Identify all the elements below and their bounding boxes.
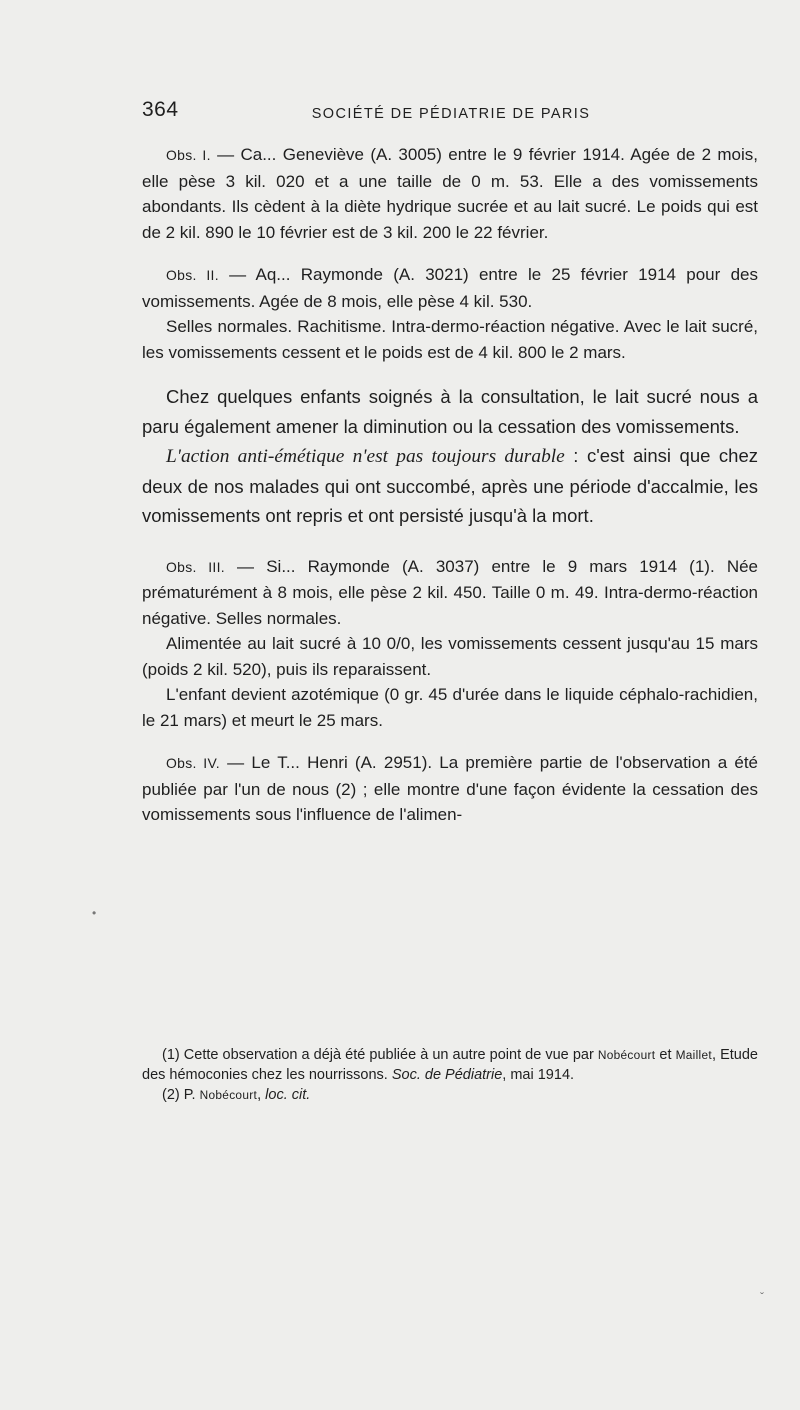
- observation-label: Obs. I.: [166, 147, 211, 163]
- scan-speck: •: [92, 906, 97, 920]
- observation-label: Obs. IV.: [166, 755, 220, 771]
- journal-title: Soc. de Pédiatrie: [391, 1067, 503, 1083]
- observation-text: — Le T... Henri (A. 2951). La première partie de l'observation a été publiée par l'un de nous (2) ; elle montre d'une façon évidente la cessation des vomissements sous l'influence de l'alimen-: [142, 753, 758, 824]
- running-head: SOCIÉTÉ DE PÉDIATRIE DE PARIS: [311, 106, 591, 122]
- author-name: Nobécourt: [597, 1048, 656, 1062]
- observation-2-continued: Selles normales. Rachitisme. Intra-dermo-réaction négative. Avec le lait sucré, les vomissements cessent et le poids est de 4 kil. 800 le 2 mars.: [142, 317, 758, 362]
- paragraph-consultation: Chez quelques enfants soignés à la consultation, le lait sucré nous a paru également amener la diminution ou la cessation des vomissements.: [142, 386, 758, 437]
- paragraph-anti-emetic: [142, 441, 758, 531]
- observation-4: [142, 750, 758, 828]
- observation-3-feeding: Alimentée au lait sucré à 10 0/0, les vomissements cessent jusqu'au 15 mars (poids 2 kil. 520), puis ils reparaissent.: [142, 634, 758, 679]
- page-number: 364: [142, 98, 179, 121]
- italic-phrase: L'action anti-émétique n'est pas toujours durable: [166, 446, 565, 467]
- footnote-2: (2) P. Nobécourt, loc. cit.: [162, 1087, 311, 1103]
- citation-ref: loc. cit.: [265, 1087, 311, 1103]
- observation-3-outcome: L'enfant devient azotémique (0 gr. 45 d'urée dans le liquide céphalo-rachidien, le 21 mars) et meurt le 25 mars.: [142, 685, 758, 730]
- observation-1: [142, 142, 758, 245]
- footnote-1: (1) Cette observation a déjà été publiée à un autre point de vue par Nobécourt et Maillet, Etude des hémoconies chez les nourrissons. Soc. de Pédiatrie, mai 1914.: [142, 1047, 758, 1083]
- observation-text: — Ca... Geneviève (A. 3005) entre le 9 février 1914. Agée de 2 mois, elle pèse 3 kil. 020 et a une taille de 0 m. 53. Elle a des vomissements abondants. Ils cèdent à la diète hydrique sucrée et au lait sucré. Le poids qui est de 2 kil. 890 le 10 février est de 3 kil. 200 le 22 février.: [142, 145, 758, 242]
- author-name: Nobécourt: [199, 1088, 258, 1102]
- observation-text: — Aq... Raymonde (A. 3021) entre le 25 février 1914 pour des vomissements. Agée de 8 mois, elle pèse 4 kil. 530.: [142, 265, 758, 311]
- observation-2: [142, 262, 758, 314]
- observation-label: Obs. III.: [166, 558, 225, 575]
- observation-3: [142, 554, 758, 632]
- observation-text: — Si... Raymonde (A. 3037) entre le 9 mars 1914 (1). Née prématurément à 8 mois, elle pèse 2 kil. 450. Taille 0 m. 49. Intra-dermo-réaction négative. Selles normales.: [142, 556, 759, 628]
- paragraph-text: : c'est ainsi que chez deux de nos malades qui ont succombé, après une période d'accalmie, les vomissements ont repris et ont persisté jusqu'à la mort.: [142, 445, 759, 526]
- page-header: [142, 98, 760, 130]
- footnotes: [142, 1045, 758, 1105]
- observation-label: Obs. II.: [166, 267, 219, 283]
- scan-speck: ˇ: [760, 1290, 764, 1304]
- author-name: Maillet: [675, 1048, 712, 1062]
- body-text: [142, 142, 758, 828]
